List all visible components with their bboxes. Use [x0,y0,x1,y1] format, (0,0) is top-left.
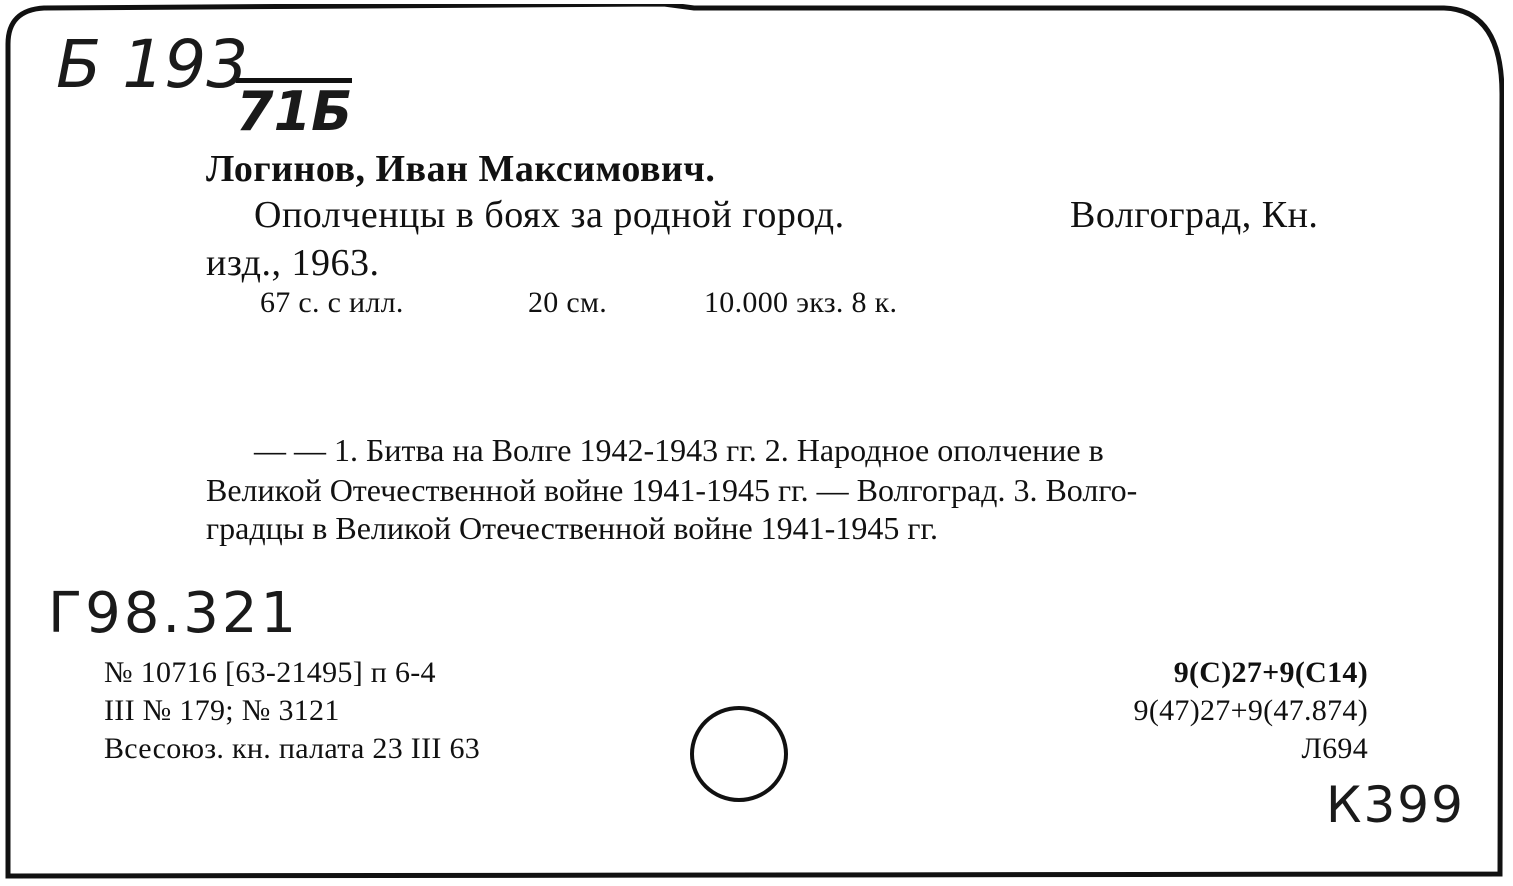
handwritten-stamp-number: К399 [1326,776,1465,834]
handwritten-shelfmark: Б 193 [56,26,249,103]
physical-pages: 67 с. с илл. [260,286,404,319]
classification-line-2: 9(47)27+9(47.874) [1133,694,1368,727]
imprint-line: изд., 1963. [206,242,380,284]
handwritten-fraction: 71Б [236,80,353,143]
subject-line-1: — — 1. Битва на Волге 1942-1943 гг. 2. Народное ополчение в [254,432,1104,468]
subject-line-3: градцы в Великой Отечественной войне 1941-1945 гг. [206,510,938,546]
subject-line-2: Великой Отечественной войне 1941-1945 гг. — Волгоград. 3. Волго- [206,472,1138,508]
punch-hole [690,706,788,802]
registry-line-3: Всесоюз. кн. палата 23 III 63 [104,732,481,765]
physical-run-price: 10.000 экз. 8 к. [704,286,898,319]
registry-line-2: III № 179; № 3121 [104,694,340,727]
catalog-card [4,4,1504,880]
title-line: Ополченцы в боях за родной город. [254,194,845,236]
imprint-place: Волгоград, Кн. [1070,194,1319,236]
registry-line-1: № 10716 [63-21495] п 6-4 [104,656,436,689]
handwritten-classmark: Г98.321 [48,581,300,646]
classification-line-1: 9(С)27+9(С14) [1173,656,1368,689]
classification-line-3: Л694 [1301,732,1368,765]
physical-size: 20 см. [528,286,608,319]
author-heading: Логинов, Иван Максимович. [206,148,716,190]
